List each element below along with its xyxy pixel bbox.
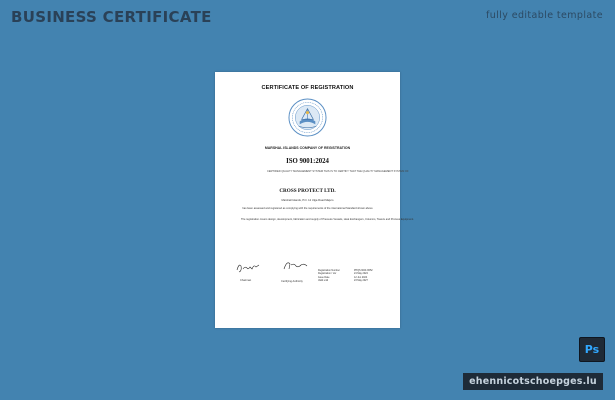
registration-row	[318, 279, 388, 282]
certificate-document	[215, 72, 414, 328]
registration-value: 24 May 2024	[354, 272, 368, 276]
page-title: BUSINESS CERTIFICATE	[11, 8, 212, 26]
holder-name: CROSS PROTECT LTD.	[279, 188, 336, 194]
registration-value: 23 May 2027	[354, 278, 368, 282]
site-watermark: ehennicotschoepges.lu	[463, 373, 603, 390]
signatory-role: Certifying Authority	[281, 280, 303, 283]
registration-label: Registration Number	[318, 269, 340, 272]
certificate-heading: CERTIFICATE OF REGISTRATION	[261, 85, 354, 91]
registration-label: Registration / Ver	[318, 272, 337, 276]
photoshop-icon: Ps	[579, 337, 605, 362]
signatory-role: Chairman	[240, 279, 252, 282]
registrar-name: MARSHAL ISLANDS COMPANY OF REGISTRATION	[264, 146, 351, 150]
scope-text: The registration covers design, development, fabrication and supply of Pressure Vessels, Heat Exchangers, Columns, Towers and Process Equipment.	[241, 218, 414, 221]
compliance-statement: has been assessed and registered as complying with the requirements of the international Standard shown above	[242, 207, 373, 210]
certified-text: CERTIFIED QUALITY MANAGEMENT SYSTEM THIS IS TO CERTIFY THAT THE QUALITY MANAGEMENT SYSTEM OF	[267, 170, 409, 173]
chairman-signature-icon	[234, 260, 262, 274]
registration-value: 12 Jun 2024	[354, 275, 368, 279]
registration-details	[318, 269, 388, 282]
seal-icon	[288, 98, 327, 137]
authority-signature-icon	[281, 258, 309, 272]
registration-label: Issue Date	[318, 275, 330, 279]
holder-address: Marshall Islands, P.O. 12 Ulga Road Majuro	[281, 199, 334, 202]
page-subtitle: fully editable template	[486, 10, 603, 21]
standard-title: ISO 9001:2024	[286, 158, 329, 165]
registration-label: Valid until	[318, 278, 329, 282]
registration-value: PPQS 9001 8652	[354, 269, 373, 272]
